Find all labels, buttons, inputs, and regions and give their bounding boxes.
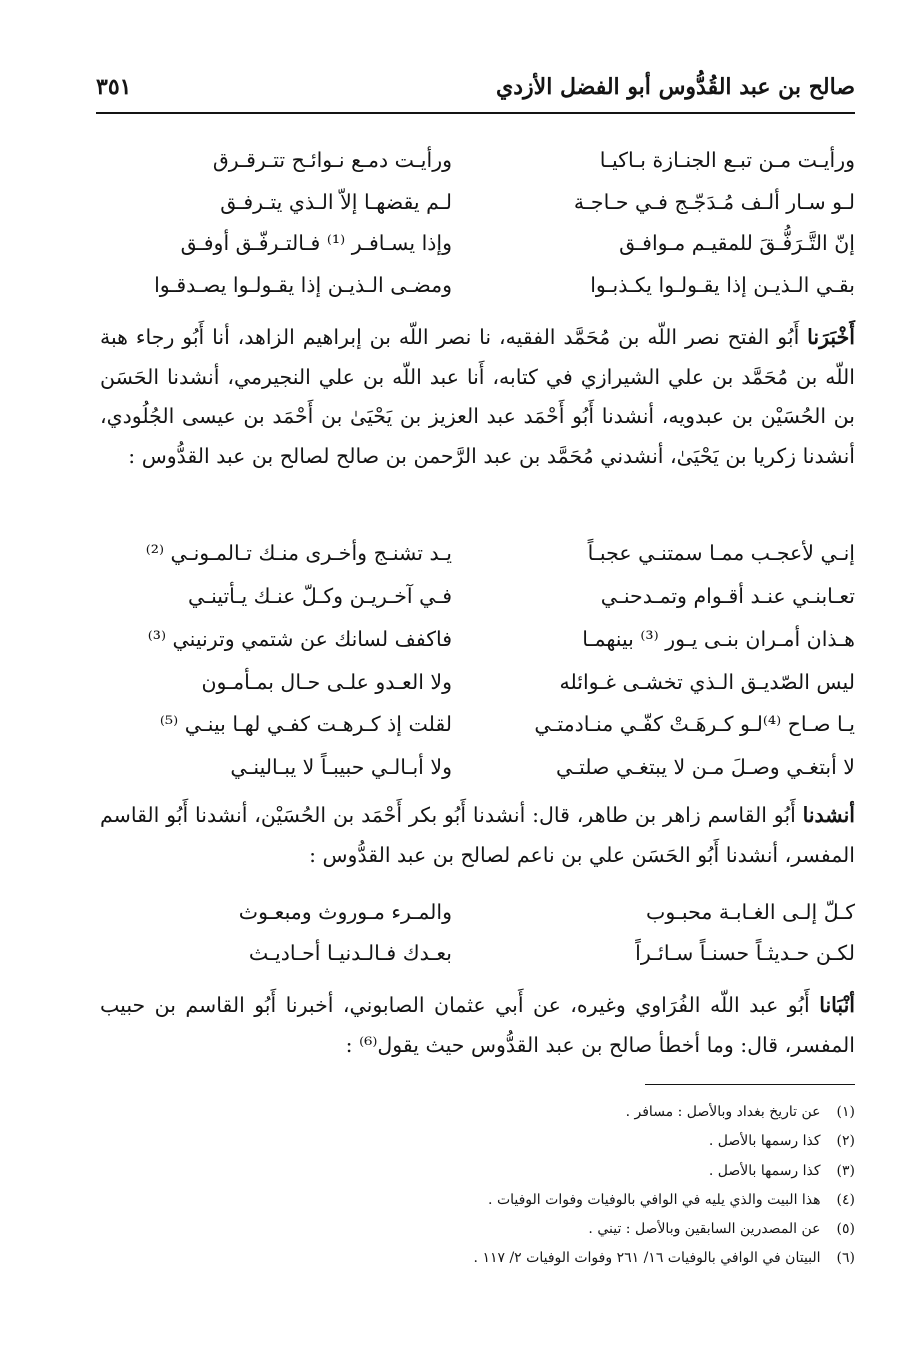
footnote-text: عن تاريخ بغداد وبالأصل : مسافر . [625, 1104, 821, 1120]
header-rule [96, 112, 855, 114]
footnote-rule [645, 1084, 855, 1085]
footnote-number: (٢) [836, 1133, 855, 1150]
paragraph-text: أَبُو الفتح نصر اللّه بن مُحَمَّد الفقيه، نا نصر اللّه بن إبراهيم الزاهد، أنا أَبُو رجاء هبة اللّه بن مُحَمَّد بن علي الشيرازي في كتابه، أَنا عبد اللّه بن علي النجيرمي، أنشدنا الحَسَن بن الحُسَيْن بن عبدويه، أنشدنا أَبُو أَحْمَد عبد العزيز بن يَحْيَىٰ بن أَحْمَد بن عيسى الجُلُودي، أنشدنا زكريا بن يَحْيَىٰ، أنشدني مُحَمَّد بن عبد الرَّحمن بن صالح لصالح بن عبد القدُّوس : [100, 325, 855, 468]
footnote-number: (٣) [836, 1162, 855, 1179]
verse-line [100, 143, 855, 183]
verse-second-hemistich: وإذا يسـافـر ⁽¹⁾ فـالتـرفّـق أوفـق [180, 231, 452, 255]
paragraph-keyword: أنْبَانا [819, 993, 855, 1017]
running-title: صالح بن عبد القُدُّوس أبو الفضل الأزدي [496, 74, 855, 100]
paragraph-text: أَبُو عبد اللّه الفُرَاوي وغيره، عن أَبي عثمان الصابوني، أخبرنا أَبُو القاسم بن حبيب المفسر، قال: وما أخطأ صالح بن عبد القدُّوس حيث يقول⁽⁶⁾ : [100, 993, 855, 1057]
footnote-number: (٥) [836, 1221, 855, 1238]
verse-first-hemistich: كـلّ إلـى الغـابـة محبـوب [646, 900, 855, 924]
verse-line [100, 707, 855, 747]
verse-second-hemistich: بعـدك فـالـدنيـا أحـاديـث [248, 941, 452, 965]
footnote-number: (٦) [836, 1250, 855, 1267]
footnote-text: كذا رسمها بالأصل . [708, 1162, 821, 1179]
footnote [100, 1127, 855, 1156]
paragraph-keyword: أنشدنا [802, 803, 855, 827]
footnote-number: (٤) [836, 1191, 855, 1208]
paragraph-text: أَبُو القاسم زاهر بن طاهر، قال: أنشدنا أَبُو بكر أَحْمَد بن الحُسَيْن، أنشدنا أَبُو القاسم المفسر، أنشدنا أَبُو الحَسَن علي بن ناعم لصالح بن عبد القدُّوس : [100, 803, 855, 867]
footnote-text: هذا البيت والذي يليه في الوافي بالوفيات وفوات الوفيات . [488, 1191, 821, 1208]
verse-second-hemistich: لقلت إذ كـرهـت كفـي لهـا بينـي ⁽⁵⁾ [159, 712, 452, 736]
narration-paragraph [100, 796, 855, 875]
verse-line [100, 536, 855, 576]
verse-second-hemistich: والمـرء مـوروث ومبعـوث [238, 900, 452, 924]
footnote-number: (١) [836, 1104, 855, 1120]
verse-line [100, 622, 855, 662]
verse-first-hemistich: إنّ التَّـرَفُّـقَ للمقيـم مـوافـق [619, 231, 855, 255]
verse-first-hemistich: بقـي الـذيـن إذا يقـولـوا يكـذبـوا [590, 273, 855, 297]
verse-second-hemistich: ومضـى الـذيـن إذا يقـولـوا يصـدقـوا [154, 273, 452, 297]
footnote [100, 1215, 855, 1244]
verse-first-hemistich: لـو سـار ألـف مُـدَجّـج فـي حـاجـة [573, 190, 855, 214]
verse-second-hemistich: ورأيـت دمـع نـوائـح تتـرقـرق [212, 148, 452, 172]
footnotes [100, 1098, 855, 1274]
verse-first-hemistich: هـذان أمـران بنـى يـور ⁽³⁾ بينهمـا [582, 627, 855, 651]
verse-first-hemistich: ورأيـت مـن تبـع الجنـازة بـاكيـا [599, 148, 855, 172]
footnote-text: كذا رسمها بالأصل . [708, 1133, 821, 1150]
verse-second-hemistich: يـد تشنـج وأخـرى منـك تـالمـونـي ⁽²⁾ [145, 541, 452, 565]
footnote [100, 1244, 855, 1273]
footnote [100, 1186, 855, 1215]
verse-second-hemistich: ولا أبـالـي حبيبـاً لا يبـالينـي [230, 755, 452, 779]
narration-paragraph [100, 318, 855, 476]
footnote [100, 1157, 855, 1186]
verse-line [100, 750, 855, 790]
verse-line [100, 936, 855, 976]
verse-second-hemistich: فـي آخـريـن وكـلّ عنـك يـأتينـي [188, 584, 452, 608]
verse-first-hemistich: لا أبتغـي وصـلَ مـن لا يبتغـي صلتـي [555, 755, 855, 779]
verse-line [100, 268, 855, 308]
verse-line [100, 226, 855, 266]
page-number: ٣٥١ [96, 74, 132, 100]
verse-first-hemistich: تعـابنـي عنـد أقـوام وتمـدحنـي [600, 584, 855, 608]
footnote-text: عن المصدرين السابقين وبالأصل : تيني . [588, 1221, 821, 1238]
verse-second-hemistich: فاكفف لسانك عن شتمي وترنيني ⁽³⁾ [147, 627, 452, 651]
verse-first-hemistich: لكـن حـديثـاً حسنـاً سـائـراً [635, 941, 855, 965]
verse-line [100, 665, 855, 705]
verse-line [100, 185, 855, 225]
running-header [96, 70, 855, 110]
footnote [100, 1098, 855, 1127]
verse-second-hemistich: لـم يقضهـا إلاّ الـذي يتـرفـق [220, 190, 452, 214]
narration-paragraph [100, 986, 855, 1065]
verse-first-hemistich: ليس الصّديـق الـذي تخشـى غـوائله [559, 670, 855, 694]
verse-line [100, 895, 855, 935]
verse-first-hemistich: يـا صـاح ⁽⁴⁾لـو كـرهَـتْ كفّـي منـادمتـي [534, 712, 855, 736]
verse-line [100, 579, 855, 619]
paragraph-keyword: أَخْبَرَنا [807, 325, 855, 349]
verse-second-hemistich: ولا العـدو علـى حـال بمـأمـون [201, 670, 452, 694]
verse-first-hemistich: إنـي لأعجـب ممـا سمتنـي عجبـاً [587, 541, 855, 565]
footnote-text: البيتان في الوافي بالوفيات ١٦/ ٢٦١ وفوات الوفيات ٢/ ١١٧ . [473, 1250, 821, 1267]
